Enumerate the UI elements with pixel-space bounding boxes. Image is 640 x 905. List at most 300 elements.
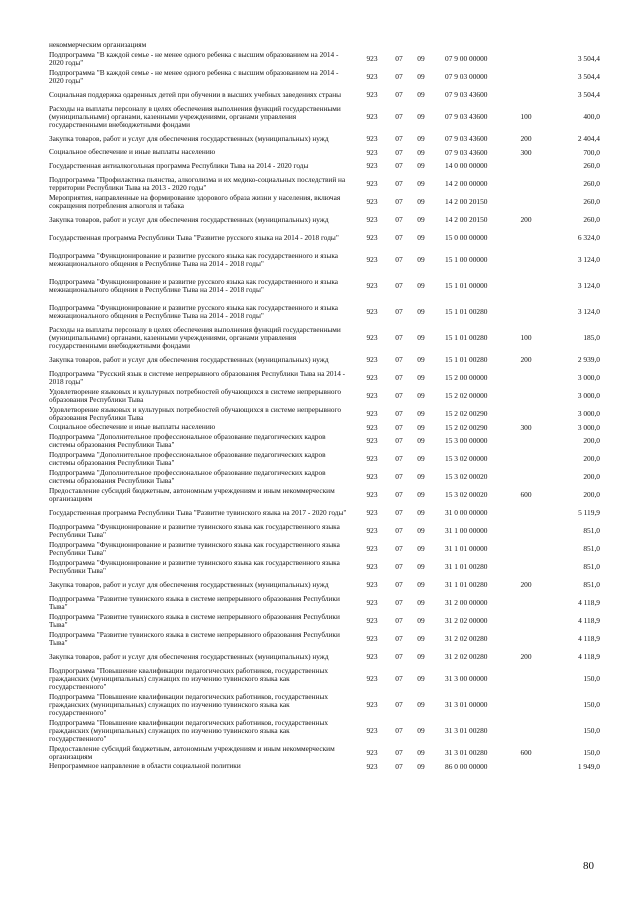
table-row	[0, 325, 640, 351]
target-article-code: 07 9 03 43600	[445, 90, 488, 99]
grbs-code: 923	[366, 616, 378, 625]
section-code: 07	[395, 255, 403, 264]
grbs-code: 923	[366, 215, 378, 224]
expense-type-code	[515, 86, 537, 104]
table-row	[0, 148, 640, 157]
target-article-code: 15 3 02 00000	[445, 454, 488, 463]
expense-name: Подпрограмма "В каждой семье - не менее одного ребенка с высшим образованием на 2014 - 2020 годы"	[49, 50, 339, 67]
expense-type-code	[515, 630, 537, 648]
section-code: 07	[395, 544, 403, 553]
target-article-code: 15 1 01 00280	[445, 333, 488, 342]
grbs-code: 923	[366, 526, 378, 535]
expense-type-code: 300	[520, 422, 532, 432]
grbs-code: 923	[366, 391, 378, 400]
table-row	[0, 229, 640, 247]
amount: 3 000,0	[577, 422, 600, 432]
subsection-code: 09	[417, 233, 425, 242]
target-article-code: 31 3 01 00280	[445, 748, 488, 757]
expense-name: Социальное обеспечение и иные выплаты населению	[49, 148, 216, 157]
amount: 260,0	[583, 161, 600, 170]
grbs-code: 923	[366, 422, 378, 432]
table-row	[0, 104, 640, 130]
target-article-code: 31 3 00 00000	[445, 674, 488, 683]
grbs-code: 923	[366, 748, 378, 757]
target-article-code: 31 2 02 00000	[445, 616, 488, 625]
amount: 260,0	[583, 215, 600, 224]
grbs-code: 923	[366, 147, 378, 157]
section-code: 07	[395, 147, 403, 157]
table-row	[0, 576, 640, 594]
expense-name: Подпрограмма "Дополнительное профессиональное образование педагогических кадров системы образования Республики Тыва"	[49, 432, 326, 449]
grbs-code: 923	[366, 580, 378, 589]
subsection-code: 09	[417, 490, 425, 499]
section-code: 07	[395, 373, 403, 382]
subsection-code: 09	[417, 562, 425, 571]
target-article-code: 31 3 01 00280	[445, 726, 488, 735]
table-row	[0, 405, 640, 423]
subsection-code: 09	[417, 179, 425, 188]
subsection-code: 09	[417, 422, 425, 432]
grbs-code: 923	[366, 472, 378, 481]
expense-type-code: 600	[520, 748, 532, 757]
subsection-code: 09	[417, 215, 425, 224]
amount: 4 118,9	[578, 634, 600, 643]
expense-name: Закупка товаров, работ и услуг для обеспечения государственных (муниципальных) нужд	[49, 133, 329, 143]
expense-type-code: 200	[520, 355, 532, 364]
section-code: 07	[395, 233, 403, 242]
table-row	[0, 718, 640, 744]
section-code: 07	[395, 333, 403, 342]
table-row	[0, 86, 640, 104]
grbs-code: 923	[366, 333, 378, 342]
expense-type-code	[515, 432, 537, 450]
table-row	[0, 193, 640, 211]
expense-type-code	[515, 369, 537, 387]
expense-name: Расходы на выплаты персоналу в целях обеспечения выполнения функций государственными (муниципальными) органами, казенными учреждениями, органами управления государственными внебюджетными фондами	[49, 325, 341, 351]
section-code: 07	[395, 161, 403, 170]
expense-name: Государственная программа Республики Тыва "Развитие русского языка на 2014 - 2018 годы"	[49, 232, 339, 242]
expense-type-code	[515, 299, 537, 325]
expense-name: Подпрограмма "Повышение квалификации педагогических работников, государственных гражданских (муниципальных) служащих по изучению тувинского языка как государственного"	[49, 692, 328, 718]
amount: 260,0	[583, 197, 600, 206]
table-row	[0, 299, 640, 325]
target-article-code: 31 1 01 00280	[445, 580, 488, 589]
expense-name: Расходы на выплаты персоналу в целях обеспечения выполнения функций государственными (муниципальными) органами, казенными учреждениями, органами управления государственными внебюджетными фондами	[49, 104, 341, 130]
grbs-code: 923	[366, 161, 378, 170]
expense-name: Подпрограмма "Функционирование и развитие тувинского языка как государственного языка Республики Тыва"	[49, 558, 340, 575]
expense-name: Закупка товаров, работ и услуг для обеспечения государственных (муниципальных) нужд	[49, 651, 329, 661]
amount: 150,0	[583, 700, 600, 709]
expense-type-code	[515, 594, 537, 612]
table-row	[0, 540, 640, 558]
section-code: 07	[395, 652, 403, 661]
amount: 4 118,9	[578, 598, 600, 607]
amount: 3 504,4	[577, 72, 600, 81]
target-article-code: 14 0 00 00000	[445, 161, 488, 170]
expense-type-code: 200	[520, 652, 532, 661]
target-article-code: 15 0 00 00000	[445, 233, 488, 242]
section-code: 07	[395, 436, 403, 445]
page-number: 80	[583, 860, 594, 872]
grbs-code: 923	[366, 255, 378, 264]
table-row	[0, 612, 640, 630]
section-code: 07	[395, 409, 403, 418]
expense-type-code	[515, 666, 537, 692]
target-article-code: 31 1 01 00280	[445, 562, 488, 571]
subsection-code: 09	[417, 54, 425, 63]
table-row	[0, 744, 640, 762]
subsection-code: 09	[417, 161, 425, 170]
subsection-code: 09	[417, 598, 425, 607]
expense-type-code	[515, 692, 537, 718]
target-article-code: 15 2 02 00290	[445, 422, 488, 432]
subsection-code: 09	[417, 373, 425, 382]
expense-type-code	[515, 718, 537, 744]
expense-type-code: 100	[520, 333, 532, 342]
target-article-code: 31 1 01 00000	[445, 544, 488, 553]
amount: 851,0	[583, 580, 600, 589]
expense-name: Подпрограмма "Дополнительное профессиональное образование педагогических кадров системы образования Республики Тыва"	[49, 450, 326, 467]
amount: 700,0	[583, 147, 600, 157]
expense-type-code	[515, 157, 537, 175]
table-row	[0, 423, 640, 432]
target-article-code: 15 3 02 00020	[445, 490, 488, 499]
section-code: 07	[395, 616, 403, 625]
amount: 6 324,0	[577, 233, 600, 242]
table-row	[0, 504, 640, 522]
amount: 3 124,0	[577, 281, 600, 290]
expense-name: Подпрограмма "Развитие тувинского языка в системе непрерывного образования Республики Тыва"	[49, 594, 340, 611]
subsection-code: 09	[417, 726, 425, 735]
table-row	[0, 211, 640, 229]
section-code: 07	[395, 134, 403, 143]
expense-type-code	[515, 558, 537, 576]
table-row	[0, 692, 640, 718]
table-row	[0, 157, 640, 175]
table-row	[0, 50, 640, 68]
expense-name: Государственная программа Республики Тыва "Развитие тувинского языка на 2017 - 2020 годы"	[49, 507, 347, 517]
section-code: 07	[395, 748, 403, 757]
table-row	[0, 522, 640, 540]
amount: 200,0	[583, 436, 600, 445]
target-article-code: 14 2 00 00000	[445, 179, 488, 188]
subsection-code: 09	[417, 134, 425, 143]
amount: 150,0	[583, 748, 600, 757]
table-row	[0, 666, 640, 692]
subsection-code: 09	[417, 72, 425, 81]
grbs-code: 923	[366, 436, 378, 445]
subsection-code: 09	[417, 333, 425, 342]
table-row	[0, 369, 640, 387]
grbs-code: 923	[366, 562, 378, 571]
target-article-code: 15 2 00 00000	[445, 373, 488, 382]
expense-name: Предоставление субсидий бюджетным, автономным учреждениям и иным некоммерческим организациям	[49, 744, 335, 761]
amount: 3 124,0	[577, 307, 600, 316]
grbs-code: 923	[366, 490, 378, 499]
amount: 150,0	[583, 674, 600, 683]
grbs-code: 923	[366, 598, 378, 607]
amount: 851,0	[583, 562, 600, 571]
amount: 3 000,0	[577, 373, 600, 382]
amount: 5 119,9	[578, 508, 600, 517]
grbs-code: 923	[366, 90, 378, 99]
amount: 2 404,4	[577, 134, 600, 143]
expense-name: Подпрограмма "Развитие тувинского языка в системе непрерывного образования Республики Тыва"	[49, 612, 340, 629]
target-article-code: 15 1 01 00280	[445, 355, 488, 364]
subsection-code: 09	[417, 761, 425, 771]
subsection-code: 09	[417, 454, 425, 463]
target-article-code: 31 3 01 00000	[445, 700, 488, 709]
amount: 3 000,0	[577, 391, 600, 400]
expense-name: Закупка товаров, работ и услуг для обеспечения государственных (муниципальных) нужд	[49, 214, 329, 224]
expense-name: Подпрограмма "Повышение квалификации педагогических работников, государственных гражданских (муниципальных) служащих по изучению тувинского языка как государственного"	[49, 666, 328, 692]
table-row	[0, 648, 640, 666]
expense-type-code	[515, 504, 537, 522]
expense-type-code	[515, 540, 537, 558]
grbs-code: 923	[366, 409, 378, 418]
subsection-code: 09	[417, 147, 425, 157]
expense-name: Подпрограмма "Функционирование и развитие русского языка как государственного и языка межнационального общения в Республике Тыва на 2014 - 2018 годы"	[49, 302, 339, 320]
grbs-code: 923	[366, 700, 378, 709]
section-code: 07	[395, 472, 403, 481]
subsection-code: 09	[417, 616, 425, 625]
section-code: 07	[395, 391, 403, 400]
grbs-code: 923	[366, 281, 378, 290]
subsection-code: 09	[417, 472, 425, 481]
expense-type-code	[515, 762, 537, 771]
expense-type-code: 200	[520, 134, 532, 143]
grbs-code: 923	[366, 544, 378, 553]
section-code: 07	[395, 90, 403, 99]
amount: 185,0	[583, 333, 600, 342]
section-code: 07	[395, 526, 403, 535]
target-article-code: 07 9 03 43600	[445, 112, 488, 121]
table-row	[0, 130, 640, 148]
target-article-code: 14 2 00 20150	[445, 215, 488, 224]
expense-type-code	[515, 405, 537, 423]
amount: 260,0	[583, 179, 600, 188]
expense-name: Подпрограмма "В каждой семье - не менее одного ребенка с высшим образованием на 2014 - 2020 годы"	[49, 68, 339, 85]
target-article-code: 14 2 00 20150	[445, 197, 488, 206]
table-row	[0, 630, 640, 648]
expense-name: Непрограммное направление в области социальной политики	[49, 762, 241, 771]
section-code: 07	[395, 490, 403, 499]
target-article-code: 15 2 02 00000	[445, 391, 488, 400]
table-row	[0, 247, 640, 273]
expense-type-code	[515, 193, 537, 211]
table-row	[0, 351, 640, 369]
subsection-code: 09	[417, 255, 425, 264]
subsection-code: 09	[417, 580, 425, 589]
target-article-code: 31 2 02 00280	[445, 634, 488, 643]
subsection-code: 09	[417, 197, 425, 206]
grbs-code: 923	[366, 233, 378, 242]
budget-table	[0, 41, 640, 771]
expense-name: Подпрограмма "Функционирование и развитие русского языка как государственного и языка межнационального общения в Республике Тыва на 2014 - 2018 годы"	[49, 250, 339, 268]
table-row	[0, 558, 640, 576]
target-article-code: 31 0 00 00000	[445, 508, 488, 517]
subsection-code: 09	[417, 508, 425, 517]
subsection-code	[413, 41, 429, 50]
subsection-code: 09	[417, 90, 425, 99]
section-code: 07	[395, 562, 403, 571]
grbs-code: 923	[366, 72, 378, 81]
expense-name: Подпрограмма "Русский язык в системе непрерывного образования Республики Тыва на 2014 - 2018 годы"	[49, 369, 346, 386]
target-article-code: 15 1 01 00000	[445, 281, 488, 290]
subsection-code: 09	[417, 674, 425, 683]
expense-type-code	[515, 387, 537, 405]
target-article-code: 07 9 03 43600	[445, 134, 488, 143]
amount: 4 118,9	[578, 616, 600, 625]
amount	[540, 41, 600, 50]
expense-type-code	[515, 612, 537, 630]
target-article-code: 07 9 03 00000	[445, 72, 488, 81]
amount: 200,0	[583, 490, 600, 499]
section-code: 07	[395, 197, 403, 206]
amount: 851,0	[583, 544, 600, 553]
expense-type-code	[515, 273, 537, 299]
table-row	[0, 432, 640, 450]
grbs-code: 923	[366, 761, 378, 771]
target-article-code: 07 9 03 43600	[445, 147, 488, 157]
section-code: 07	[395, 454, 403, 463]
grbs-code: 923	[366, 674, 378, 683]
section-code: 07	[395, 355, 403, 364]
section-code: 07	[395, 281, 403, 290]
table-row	[0, 41, 640, 50]
target-article-code: 15 1 00 00000	[445, 255, 488, 264]
subsection-code: 09	[417, 391, 425, 400]
table-row	[0, 387, 640, 405]
section-code	[391, 41, 407, 50]
expense-name: Предоставление субсидий бюджетным, автономным учреждениям и иным некоммерческим организациям	[49, 486, 335, 503]
section-code: 07	[395, 598, 403, 607]
expense-name: Подпрограмма "Развитие тувинского языка в системе непрерывного образования Республики Тыва"	[49, 630, 340, 647]
section-code: 07	[395, 580, 403, 589]
target-article-code: 15 3 00 00000	[445, 436, 488, 445]
expense-name: Удовлетворение языковых и культурных потребностей обучающихся в системе непрерывного образования Республики Тыва	[49, 405, 342, 422]
grbs-code: 923	[366, 179, 378, 188]
amount: 3 000,0	[577, 409, 600, 418]
table-row	[0, 68, 640, 86]
section-code: 07	[395, 179, 403, 188]
expense-name: Социальная поддержка одаренных детей при обучении в высших учебных заведениях страны	[49, 89, 342, 99]
amount: 200,0	[583, 454, 600, 463]
expense-type-code: 100	[520, 112, 532, 121]
amount: 851,0	[583, 526, 600, 535]
subsection-code: 09	[417, 652, 425, 661]
grbs-code: 923	[366, 373, 378, 382]
expense-name: Государственная антиалкогольная программа Республики Тыва на 2014 - 2020 годы	[49, 160, 309, 170]
amount: 200,0	[583, 472, 600, 481]
target-article-code: 15 1 01 00280	[445, 307, 488, 316]
expense-name: Подпрограмма "Функционирование и развитие русского языка как государственного и языка межнационального общения в Республике Тыва на 2014 - 2018 годы"	[49, 276, 339, 294]
expense-type-code	[515, 175, 537, 193]
expense-name: Мероприятия, направленные на формирование здорового образа жизни у населения, включая сокращения потребления алкоголя и табака	[49, 193, 341, 210]
expense-type-code	[515, 522, 537, 540]
table-row	[0, 594, 640, 612]
expense-name: некоммерческим организациям	[49, 41, 147, 50]
subsection-code: 09	[417, 307, 425, 316]
section-code: 07	[395, 307, 403, 316]
section-code: 07	[395, 54, 403, 63]
expense-type-code	[515, 247, 537, 273]
target-article-code	[445, 41, 505, 50]
expense-name: Подпрограмма "Повышение квалификации педагогических работников, государственных гражданских (муниципальных) служащих по изучению тувинского языка как государственного"	[49, 718, 328, 744]
section-code: 07	[395, 634, 403, 643]
amount: 3 124,0	[577, 255, 600, 264]
grbs-code: 923	[366, 134, 378, 143]
grbs-code: 923	[366, 355, 378, 364]
grbs-code: 923	[366, 726, 378, 735]
subsection-code: 09	[417, 526, 425, 535]
grbs-code: 923	[366, 307, 378, 316]
subsection-code: 09	[417, 409, 425, 418]
section-code: 07	[395, 726, 403, 735]
expense-type-code	[515, 41, 537, 50]
subsection-code: 09	[417, 700, 425, 709]
expense-name: Подпрограмма "Функционирование и развитие тувинского языка как государственного языка Республики Тыва"	[49, 522, 340, 539]
section-code: 07	[395, 508, 403, 517]
expense-type-code	[515, 468, 537, 486]
amount: 400,0	[583, 112, 600, 121]
target-article-code: 31 2 02 00280	[445, 652, 488, 661]
section-code: 07	[395, 700, 403, 709]
subsection-code: 09	[417, 748, 425, 757]
expense-name: Удовлетворение языковых и культурных потребностей обучающихся в системе непрерывного образования Республики Тыва	[49, 387, 342, 404]
grbs-code: 923	[366, 652, 378, 661]
amount: 4 118,9	[578, 652, 600, 661]
grbs-code	[364, 41, 380, 50]
grbs-code: 923	[366, 112, 378, 121]
target-article-code: 15 2 02 00290	[445, 409, 488, 418]
subsection-code: 09	[417, 436, 425, 445]
grbs-code: 923	[366, 54, 378, 63]
section-code: 07	[395, 215, 403, 224]
amount: 3 504,4	[577, 54, 600, 63]
subsection-code: 09	[417, 281, 425, 290]
table-row	[0, 450, 640, 468]
subsection-code: 09	[417, 112, 425, 121]
target-article-code: 86 0 00 00000	[445, 761, 488, 771]
amount: 1 949,0	[577, 761, 600, 771]
section-code: 07	[395, 674, 403, 683]
section-code: 07	[395, 761, 403, 771]
expense-type-code	[515, 229, 537, 247]
table-row	[0, 175, 640, 193]
subsection-code: 09	[417, 355, 425, 364]
expense-type-code: 600	[520, 490, 532, 499]
section-code: 07	[395, 112, 403, 121]
section-code: 07	[395, 422, 403, 432]
expense-name: Социальное обеспечение и иные выплаты населению	[49, 423, 216, 432]
subsection-code: 09	[417, 544, 425, 553]
expense-name: Закупка товаров, работ и услуг для обеспечения государственных (муниципальных) нужд	[49, 354, 329, 364]
expense-type-code	[515, 50, 537, 68]
expense-name: Закупка товаров, работ и услуг для обеспечения государственных (муниципальных) нужд	[49, 579, 329, 589]
amount: 2 939,0	[577, 355, 600, 364]
table-row	[0, 273, 640, 299]
amount: 3 504,4	[577, 90, 600, 99]
grbs-code: 923	[366, 197, 378, 206]
grbs-code: 923	[366, 508, 378, 517]
grbs-code: 923	[366, 634, 378, 643]
expense-type-code: 300	[520, 147, 532, 157]
expense-type-code	[515, 68, 537, 86]
target-article-code: 15 3 02 00020	[445, 472, 488, 481]
expense-name: Подпрограмма "Функционирование и развитие тувинского языка как государственного языка Республики Тыва"	[49, 540, 340, 557]
expense-name: Подпрограмма "Профилактика пьянства, алкоголизма и их медико-социальных последствий на территории Республики Тыва на 2013 - 2020 годы"	[49, 175, 346, 192]
